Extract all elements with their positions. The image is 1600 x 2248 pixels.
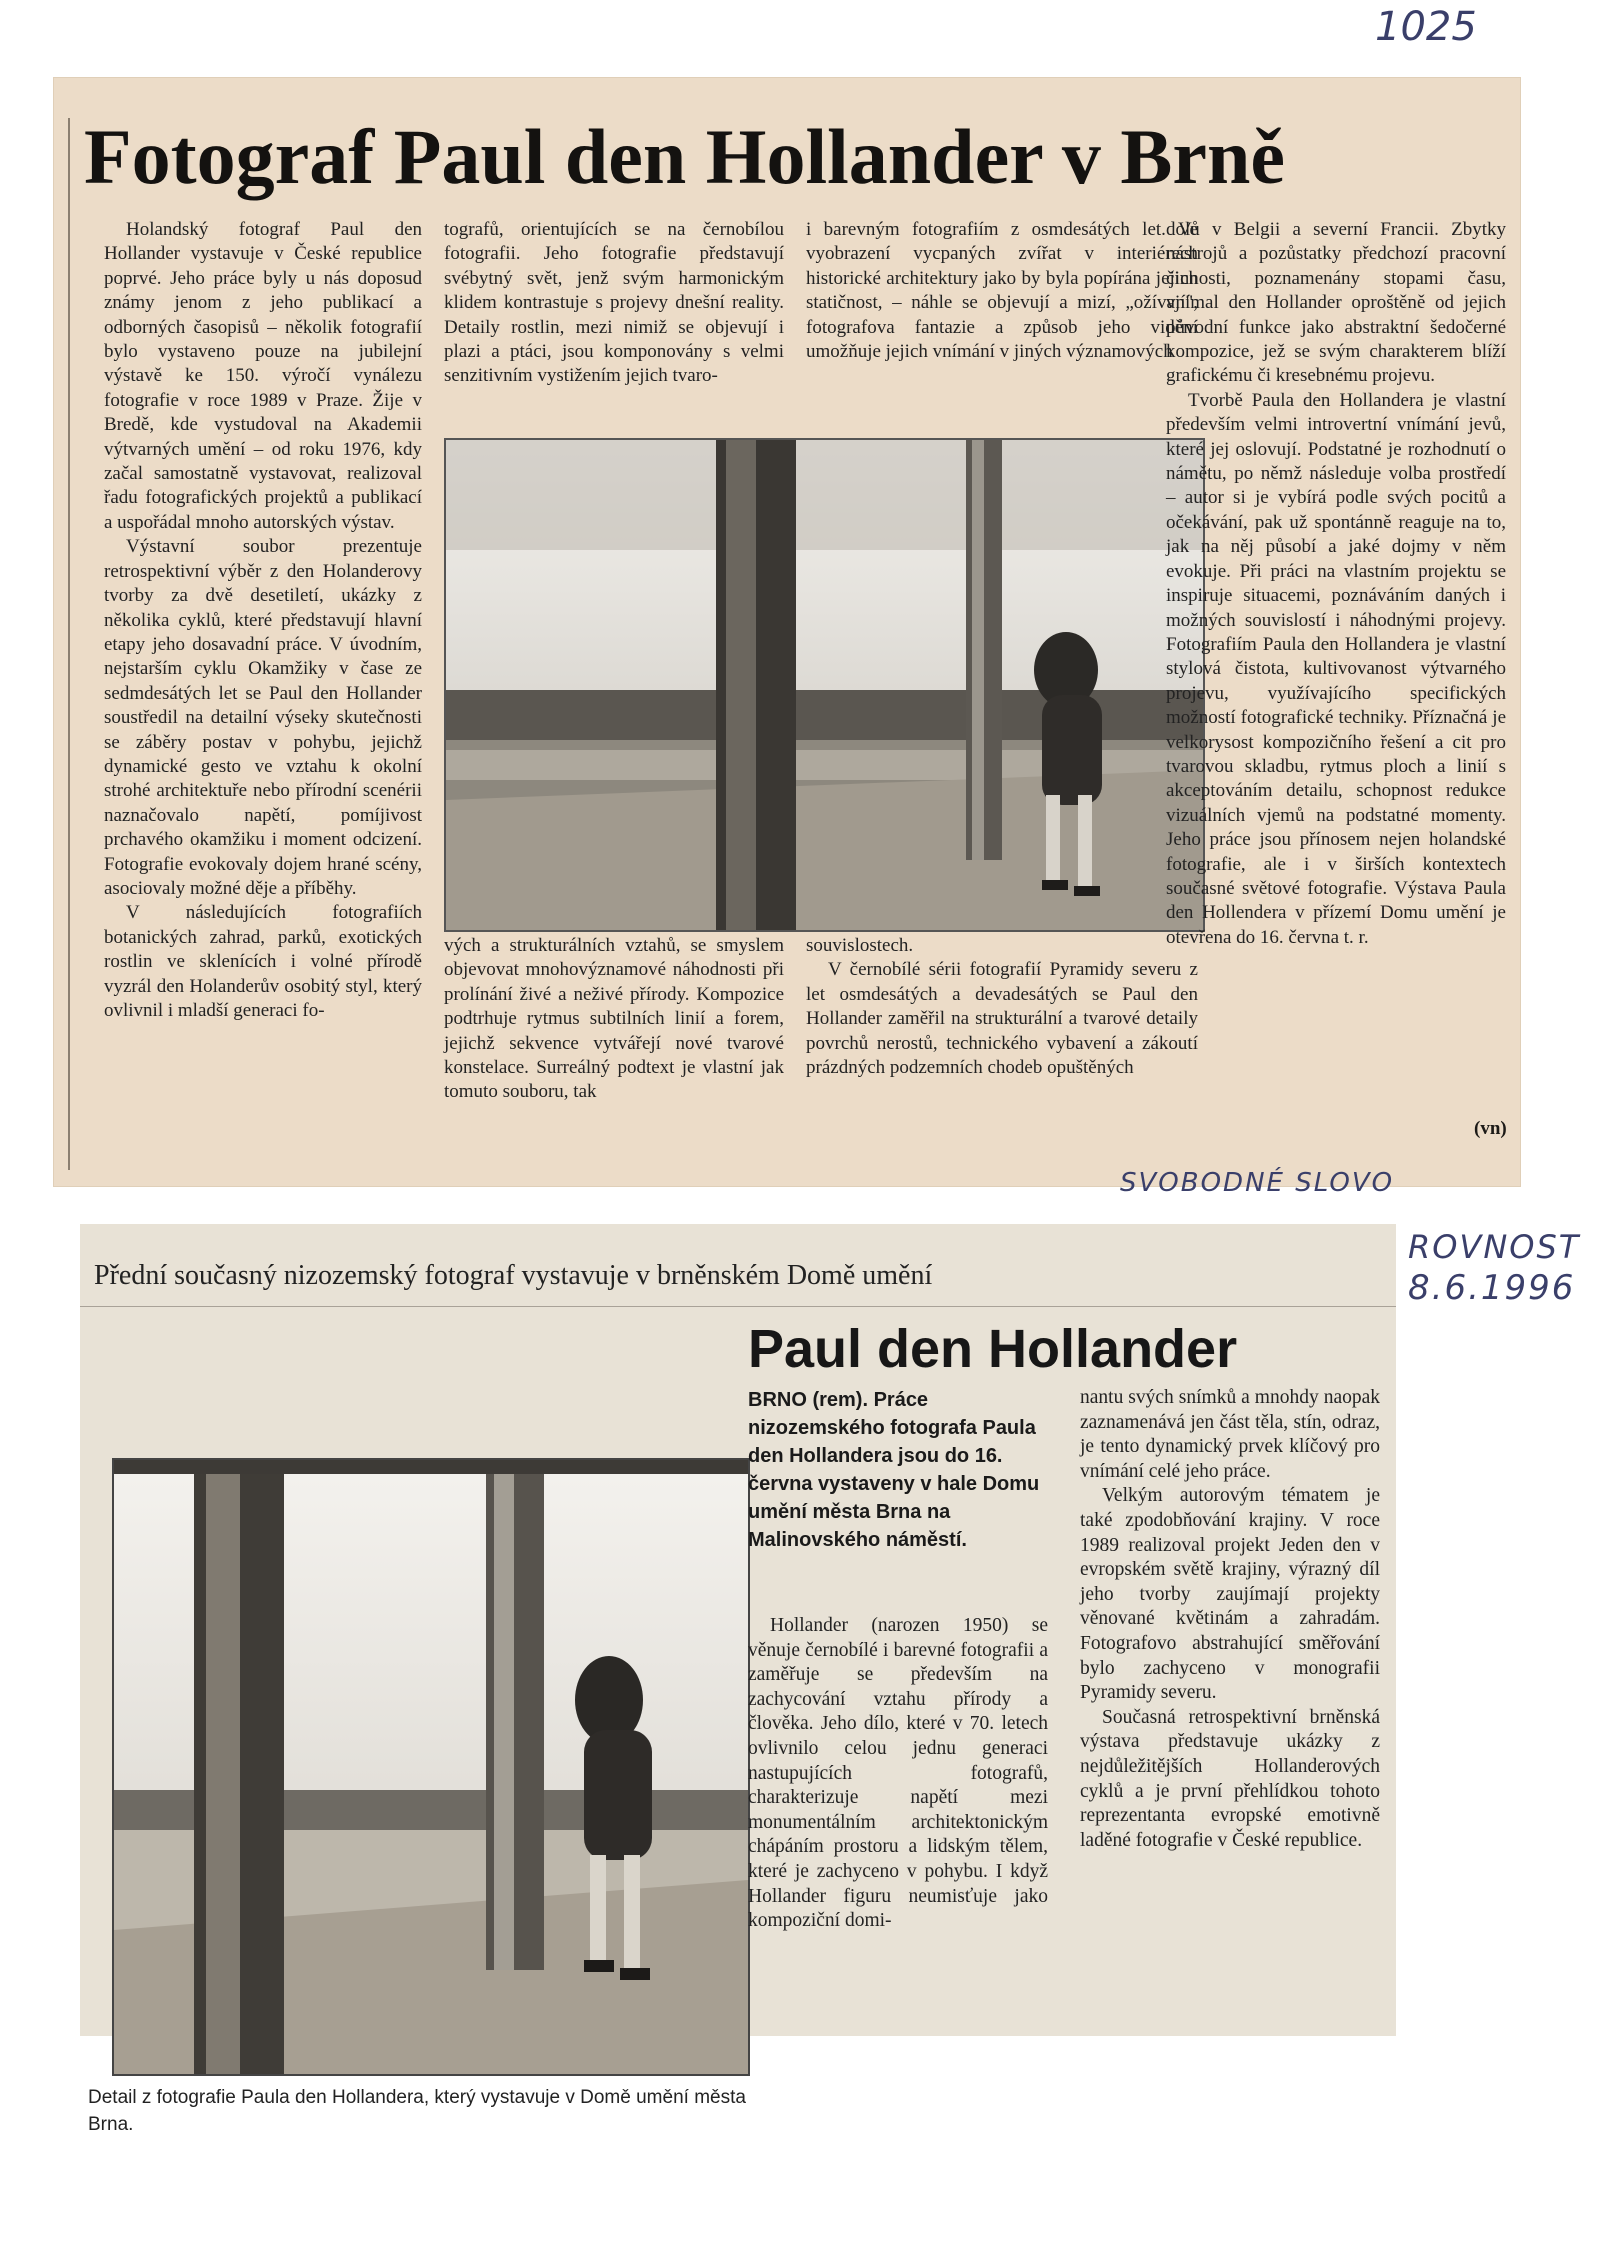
photo-girl-between-columns: [114, 1460, 748, 2074]
article-1-signature: (vn): [1474, 1118, 1507, 1139]
newspaper-clipping-2: [80, 1224, 1396, 2135]
article-2-column-1: [748, 1614, 1048, 1934]
paragraph: Hollander (narozen 1950) se věnuje černobílé i barevné fotografii a zaměřuje se především na zachycování vztahu přírody a člověka. Jeho dílo, které v 70. letech ovlivnilo celou jednu generaci nastupujících fotografů, charakterizuje napětí mezi monumentálním architektonickým chápáním prostoru a lidským tělem, které je zachyceno v pohybu. I když Hollander figuru neumisťuje jako kompoziční domi-: [748, 1615, 1048, 1932]
article-1-column-2-top: [444, 218, 784, 389]
paragraph: nantu svých snímků a mnohdy naopak zaznamenává jen část těla, stín, odraz, je tento dynamický prvek klíčový pro vnímání celé jeho práce.: [1080, 1387, 1380, 1482]
article-1-photo: [444, 438, 1205, 932]
paragraph: tografů, orientujících se na černobílou fotografii. Jeho fotografie představují svébytný svět, jenž svým harmonickým klidem kontrastuje s projevy dnešní reality. Detaily rostlin, mezi nimiž se objevují i plazi a ptáci, jsou komponovány s velmi senzitivním vystižením jejich tvaro-: [444, 219, 784, 387]
article-2-lead: BRNO (rem). Práce nizozemského fotografa Paula den Hollandera jsou do 16. června vystaveny v hale Domu umění města Brna na Malinovského náměstí.: [748, 1389, 1040, 1551]
paragraph: souvislostech.: [806, 935, 914, 956]
paragraph: i barevným fotografiím z osmdesátých let. Ve vyobrazení vycpaných zvířat v interiérech historické architektury jako by byla popírána jejich statičnost, – náhle se objevují a mizí, „ožívají", fotografova fantazie a způsob jeho vidění umožňuje jejich vnímání v jiných významových: [806, 219, 1198, 363]
paragraph: vých a strukturálních vztahů, se smyslem objevovat mnohovýznamové náhodnosti při prolínání živé a neživé přírody. Kompozice podtrhuje rytmus subtilních linií a forem, jejichž sekvence vytvářejí nové tvarové konstelace. Surreálný podtext je vlastní jak tomuto souboru, tak: [444, 935, 784, 1103]
article-1-column-2-bottom: [444, 934, 784, 1105]
handwritten-page-number: 1025: [1375, 4, 1477, 50]
photo-girl-between-columns: [446, 440, 1203, 930]
paragraph: Tvorbě Paula den Hollandera je vlastní především velmi introvertní vnímání jevů, které jej oslovují. Podstatné je rozhodnutí o námětu, po němž následuje volba prostředí – autor si je vybírá podle svých pocitů a očekávání, pak už spontánně reaguje na to, jak na něj působí a jaké dojmy v něm evokuje. Při práci na vlastním projektu se inspiruje situacemi, poznáváním daných i možných souvislostí i náhodnými projevy. Fotografiím Paula den Hollandera je vlastní stylová čistota, kultivovanost výtvarného projevu, využívajícího specifických možností fotografické techniky. Příznačná je velkorysost kompozičního řešení a cit pro tvarovou skladbu, rytmus ploch a linií s akceptováním detailu, schopnost redukce vizuálních vjemů na podstatné momenty. Jeho práce jsou přínosem nejen holandské fotografie, ale i v širších kontextech současné světové fotografie. Výstava Paula den Hollendera v přízemí Domu umění je otevřena do 16. června t. r.: [1166, 389, 1506, 948]
handwritten-source-rovnost: ROVNOST: [1408, 1228, 1581, 1266]
article-1-column-1: [104, 218, 422, 1023]
handwritten-source-svobodne-slovo: SVOBODNÉ SLOVO: [1120, 1168, 1395, 1198]
paragraph: V následujících fotografiích botanických zahrad, parků, exotických rostlin ve sklenících i volné přírodě vyzrál den Holanderův osobitý styl, který ovlivnil i mladší generaci fo-: [104, 902, 422, 1021]
article-2-photo: [112, 1458, 750, 2076]
article-2-column-2: [1080, 1386, 1380, 1853]
paragraph: Holandský fotograf Paul den Hollander vystavuje v České republice poprvé. Jeho práce byly u nás doposud známy jenom z jeho publikací a odborných časopisů – několik fotografií bylo vystaveno pouze na jubilejní výstavě ke 150. výročí vynálezu fotografie v roce 1989 v Praze. Žije v Bredě, kde vystudoval na Akademii výtvarných umění – od roku 1976, kdy začal samostatně vystavovat, realizoval řadu fotografických projektů a publikací a uspořádal mnoho autorských výstav.: [104, 219, 422, 533]
paragraph: Výstavní soubor prezentuje retrospektivní výběr z den Holanderovy tvorby za dvě desetiletí, ukázky z několika cyklů, které představují hlavní etapy jeho dosavadní práce. V úvodním, nejstarším cyklu Okamžiky v čase ze sedmdesátých let se Paul den Hollander soustředil na detailní výseky skutečnosti se záběry postav v pohybu, jejichž dynamické gesto ve vztahu k okolní strohé architektuře nebo přírodní scenérii naznačovalo napětí, pomíjivost prchavého okamžiku i moment odcizení. Fotografie evokovaly dojem hrané scény, asociovaly možné děje a příběhy.: [104, 536, 422, 899]
article-2-headline: Paul den Hollander: [748, 1319, 1238, 1379]
paragraph: Velkým autorovým tématem je také zpodobňování krajiny. V roce 1989 realizoval projekt Jeden den v evropském světě krajiny, výrazný díl jeho tvorby zaujímají projekty věnované květinám a zahradám. Fotografovo abstrahující směřování bylo zachyceno v monografii Pyramidy severu.: [1080, 1485, 1380, 1704]
newspaper-clipping-1: [54, 78, 1520, 1186]
article-1-column-3-top: [806, 218, 1198, 364]
article-1-column-4: [1166, 218, 1506, 950]
paragraph: dolů v Belgii a severní Francii. Zbytky nástrojů a pozůstatky předchozí pracovní činnosti, poznamenány stopami času, vnímal den Hollander oproštěně od jejich původní funkce jako abstraktní šedočerné kompozice, jež se svým charakterem blíží grafickému či kresebnému projevu.: [1166, 219, 1506, 387]
paragraph: V černobílé sérii fotografií Pyramidy severu z let osmdesátých a devadesátých se Paul den Hollander zaměřil na strukturální a tvarové detaily povrchů nerostů, technického vybavení a zákoutí prázdných podzemních chodeb opuštěných: [806, 959, 1198, 1079]
handwritten-date: 8.6.1996: [1408, 1268, 1576, 1308]
paragraph: Současná retrospektivní brněnská výstava představuje ukázky z nejdůležitějších Hollanderových cyklů a je první přehlídkou tohoto reprezentanta evropské emotivně laděné fotografie v České republice.: [1080, 1706, 1380, 1851]
article-2-photo-caption: Detail z fotografie Paula den Hollandera, který vystavuje v Domě umění města Brna.: [88, 2087, 746, 2135]
divider: [80, 1306, 1396, 1307]
column-rule: [68, 118, 70, 1170]
article-1-headline: Fotograf Paul den Hollander v Brně: [84, 113, 1286, 200]
article-1-column-3-bottom: [806, 934, 1198, 1080]
article-2-kicker: Přední současný nizozemský fotograf vystavuje v brněnském Domě umění: [94, 1260, 933, 1291]
